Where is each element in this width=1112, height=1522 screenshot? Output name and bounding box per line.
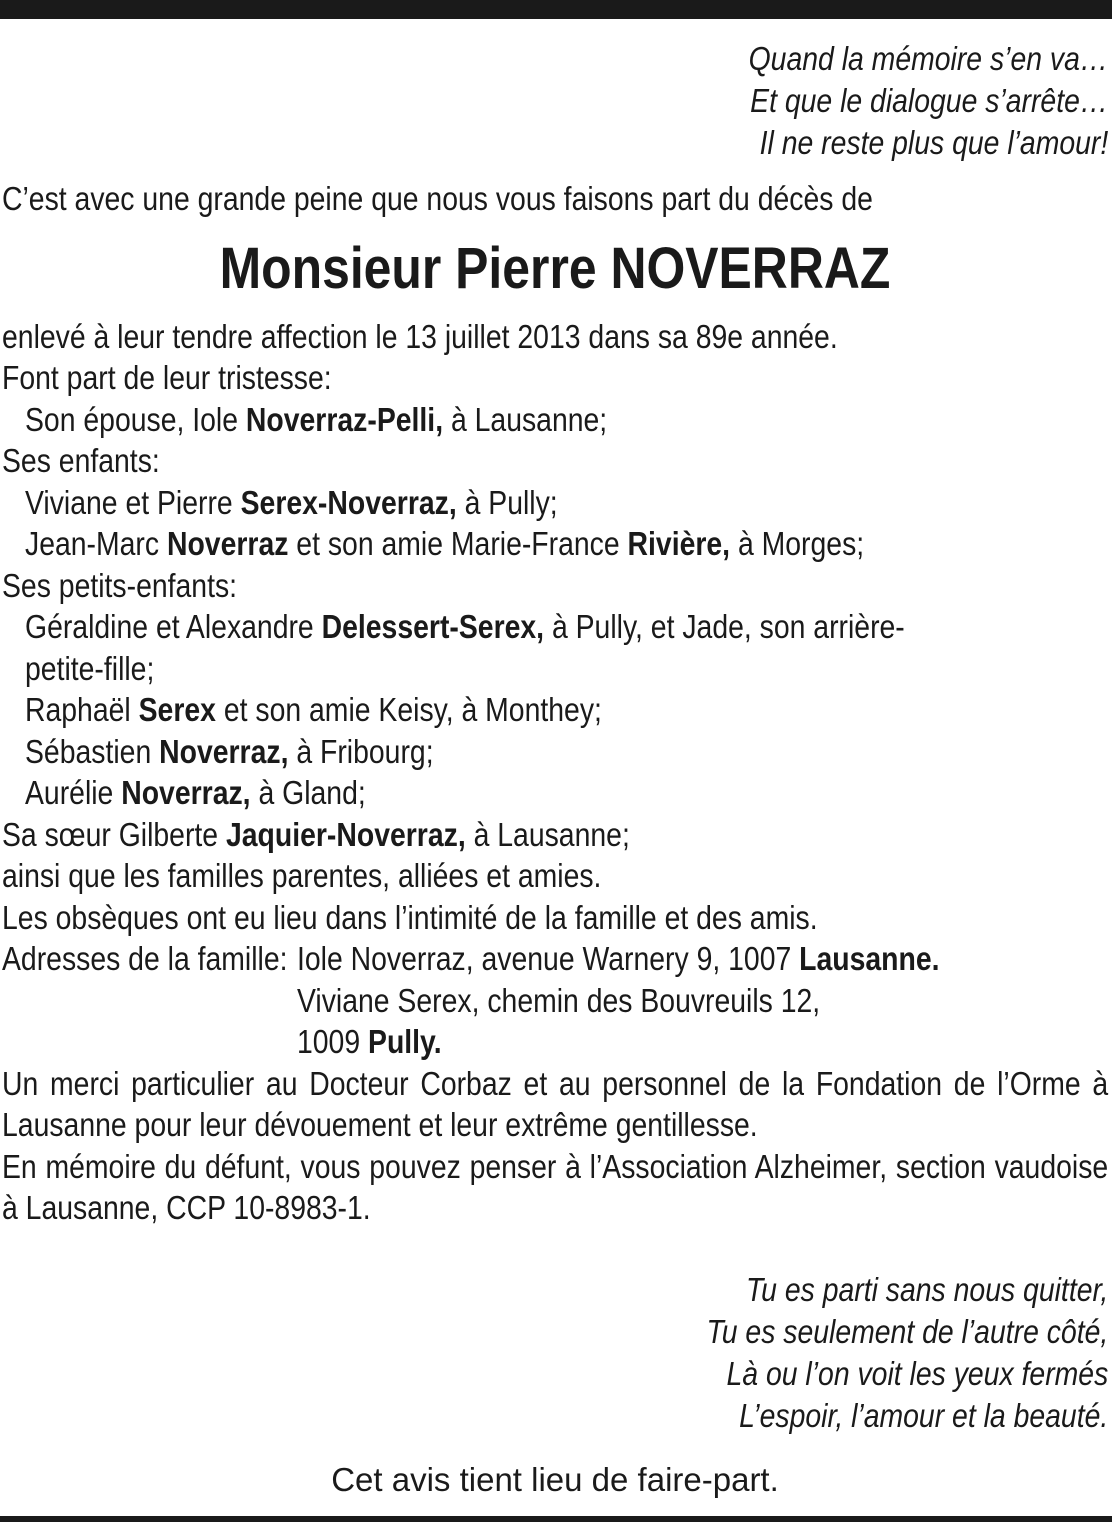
grandchild-line: Géraldine et Alexandre Delessert-Serex, à Pully, et Jade, son arrière- <box>25 608 905 645</box>
poem-line: Quand la mémoire s’en va… <box>748 40 1108 77</box>
grandchild-line: Sébastien Noverraz, à Fribourg; <box>25 732 434 770</box>
address-line: Viviane Serex, chemin des Bouvreuils 12, <box>296 981 821 1019</box>
child-line: Jean-Marc Noverraz et son amie Marie-France Rivière, à Morges; <box>25 525 865 562</box>
poem-line: Il ne reste plus que l’amour! <box>759 124 1108 161</box>
poem-line: Là ou l’on voit les yeux fermés <box>726 1354 1108 1392</box>
child-line: Viviane et Pierre Serex-Noverraz, à Pully; <box>25 483 558 521</box>
grandchild-line-continued: petite-fille; <box>25 649 155 687</box>
intro-text: C’est avec une grande peine que nous vous faisons part du décès de <box>2 180 873 217</box>
thanks-paragraph: Un merci particulier au Docteur Corbaz et au personnel de la Fondation de l’Orme à Lausanne pour leur dévouement et leur extrême gentillesse. <box>2 1064 1109 1143</box>
bottom-rule <box>0 1516 1112 1522</box>
death-line: enlevé à leur tendre affection le 13 juillet 2013 dans sa 89e année. <box>2 317 838 355</box>
poem-line: Tu es parti sans nous quitter, <box>745 1270 1108 1308</box>
addresses-label: Adresses de la famille: <box>2 940 288 977</box>
deceased-name: Monsieur Pierre NOVERRAZ <box>219 235 891 301</box>
funeral-line: Les obsèques ont eu lieu dans l’intimité de la famille et des amis. <box>2 898 818 936</box>
grandchild-line: Aurélie Noverraz, à Gland; <box>25 774 366 811</box>
families-line: ainsi que les familles parentes, alliées et amies. <box>2 857 602 894</box>
address-line: 1009 Pully. <box>296 1023 442 1060</box>
opening-poem <box>2 38 1108 164</box>
top-rule <box>0 0 1112 19</box>
poem-line: L’espoir, l’amour et la beauté. <box>738 1396 1108 1434</box>
address-line: Iole Noverraz, avenue Warnery 9, 1007 Lausanne. <box>296 940 940 977</box>
poem-line: Et que le dialogue s’arrête… <box>749 82 1108 119</box>
closing-poem <box>2 1269 1108 1437</box>
sister-line: Sa sœur Gilberte Jaquier-Noverraz, à Lausanne; <box>2 815 630 853</box>
memory-paragraph: En mémoire du défunt, vous pouvez penser à l’Association Alzheimer, section vaudoise à Lausanne, CCP 10-8983-1. <box>2 1147 1109 1226</box>
grandchildren-heading: Ses petits-enfants: <box>2 566 238 604</box>
poem-line: Tu es seulement de l’autre côté, <box>706 1312 1108 1350</box>
children-heading: Ses enfants: <box>2 442 160 479</box>
family-addresses <box>2 938 1108 1063</box>
obituary-notice <box>2 38 1108 1500</box>
font-part-heading: Font part de leur tristesse: <box>2 359 332 396</box>
grandchild-line: Raphaël Serex et son amie Keisy, à Monthey; <box>25 691 602 728</box>
addresses-list <box>297 938 940 1063</box>
footer-note: Cet avis tient lieu de faire-part. <box>331 1460 779 1498</box>
spouse-line: Son épouse, Iole Noverraz-Pelli, à Lausanne; <box>25 400 608 438</box>
